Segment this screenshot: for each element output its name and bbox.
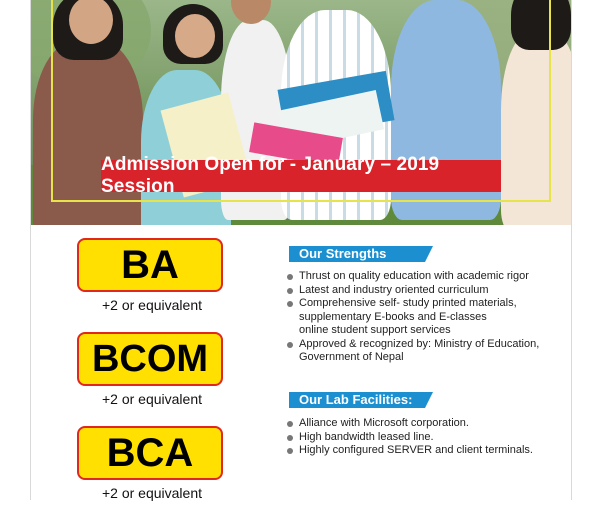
program-ba-eligibility: +2 or equivalent xyxy=(101,297,203,313)
program-ba-title: BA xyxy=(77,238,223,292)
admission-banner: Admission Open for - January – 2019 Session xyxy=(101,160,501,192)
lab-heading: Our Lab Facilities: xyxy=(289,392,425,408)
list-item xyxy=(287,297,557,338)
program-bcom-eligibility: +2 or equivalent xyxy=(101,391,203,407)
students-photo xyxy=(31,0,571,225)
page-margin-left xyxy=(0,0,30,500)
bullet-icon xyxy=(287,421,293,427)
strengths-heading: Our Strengths xyxy=(289,246,425,262)
bullet-icon xyxy=(287,288,293,294)
program-bcom-title: BCOM xyxy=(77,332,223,386)
bullet-icon xyxy=(287,301,293,307)
lab-line: Highly configured SERVER and client terminals. xyxy=(299,444,533,456)
bullet-icon xyxy=(287,274,293,280)
lab-line: Alliance with Microsoft corporation. xyxy=(299,417,469,429)
lab-line: High bandwidth leased line. xyxy=(299,430,434,443)
program-bca xyxy=(77,426,227,504)
lab-list xyxy=(287,417,557,458)
strength-line: Government of Nepal xyxy=(299,351,404,363)
list-item xyxy=(287,270,557,284)
program-bca-title: BCA xyxy=(77,426,223,480)
program-bcom xyxy=(77,332,227,410)
list-item xyxy=(287,284,557,298)
strength-line: Comprehensive self- study printed materials, xyxy=(299,297,517,309)
program-ba xyxy=(77,238,227,316)
page-margin-right xyxy=(570,0,600,500)
bullet-icon xyxy=(287,435,293,441)
list-item xyxy=(287,431,557,445)
strength-line: Approved & recognized by: Ministry of Education, xyxy=(299,337,540,350)
strength-line: Latest and industry oriented curriculum xyxy=(299,283,489,296)
strength-line: online student support services xyxy=(299,324,451,336)
strength-line: Thrust on quality education with academic rigor xyxy=(299,270,529,282)
admission-flyer xyxy=(30,0,572,500)
list-item xyxy=(287,338,557,365)
strengths-list xyxy=(287,270,557,365)
program-bca-eligibility: +2 or equivalent xyxy=(101,485,203,501)
list-item xyxy=(287,417,557,431)
bullet-icon xyxy=(287,448,293,454)
strength-line: supplementary E-books and E-classes xyxy=(299,310,487,323)
list-item xyxy=(287,444,557,458)
programs-column xyxy=(77,238,227,520)
bullet-icon xyxy=(287,342,293,348)
